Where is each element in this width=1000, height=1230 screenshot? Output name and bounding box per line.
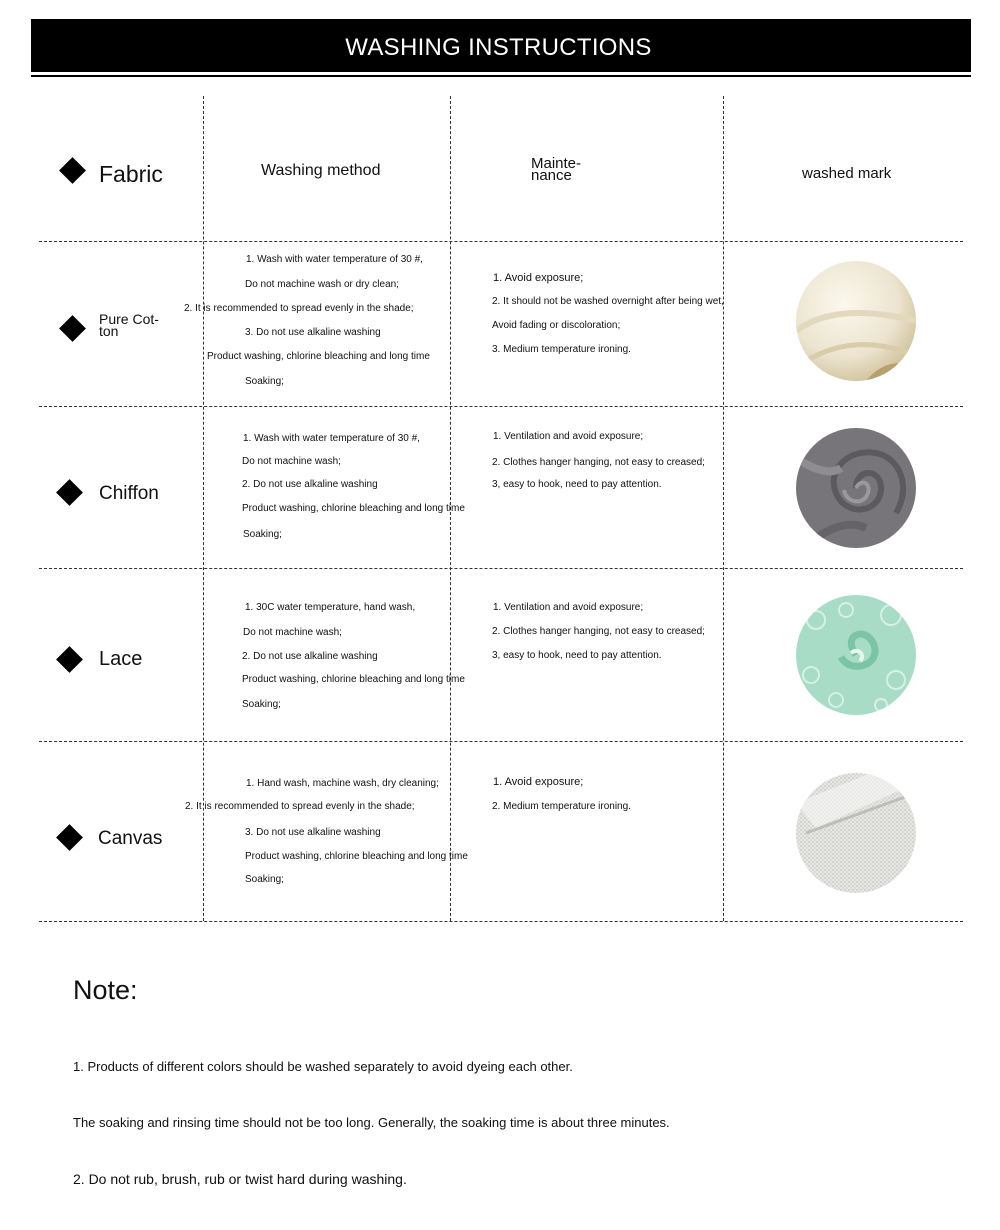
maintenance-line: 2. Clothes hanger hanging, not easy to creased; — [492, 457, 705, 468]
maintenance-line: 1. Avoid exposure; — [493, 776, 584, 788]
washing-line: Product washing, chlorine bleaching and long time — [207, 351, 430, 362]
column-header-fabric: Fabric — [99, 161, 163, 187]
maintenance-line: 1. Ventilation and avoid exposure; — [493, 602, 644, 613]
header-divider — [31, 75, 971, 77]
washing-line: Product washing, chlorine bleaching and long time — [242, 674, 465, 685]
washing-line: 2. Do not use alkaline washing — [242, 479, 378, 490]
maintenance-header-line: nance — [531, 167, 572, 184]
washing-line: Do not machine wash or dry clean; — [245, 279, 399, 290]
washing-line: Soaking; — [245, 874, 284, 885]
washing-line: 2. It is recommended to spread evenly in the shade; — [185, 801, 415, 812]
row-divider — [39, 241, 963, 242]
maintenance-header-line: Mainte- — [531, 155, 582, 172]
washing-line: Product washing, chlorine bleaching and long time — [242, 503, 465, 514]
column-header-washing-method: Washing method — [261, 162, 381, 179]
page-title: WASHING INSTRUCTIONS — [345, 34, 652, 61]
fabric-name-line: Pure Cot- — [99, 311, 159, 327]
fabric-name: Canvas — [98, 828, 163, 849]
column-header-maintenance — [531, 155, 582, 184]
cotton-swatch-image — [796, 261, 916, 381]
diamond-bullet-icon — [59, 315, 86, 342]
row-divider — [39, 568, 963, 569]
washing-line: 2. It is recommended to spread evenly in the shade; — [184, 303, 414, 314]
washing-line: 1. Wash with water temperature of 30 #, — [243, 433, 420, 444]
maintenance-line: 1. Avoid exposure; — [493, 272, 584, 284]
note-line: 1. Products of different colors should be washed separately to avoid dyeing each other. — [73, 1059, 573, 1074]
fabric-name: Chiffon — [99, 483, 159, 504]
washing-line: 2. Do not use alkaline washing — [242, 651, 378, 662]
diamond-bullet-icon — [56, 479, 83, 506]
column-divider — [203, 96, 204, 921]
washing-line: Soaking; — [242, 699, 281, 710]
washing-line: Soaking; — [245, 376, 284, 387]
washing-line: 1. Hand wash, machine wash, dry cleaning; — [246, 778, 439, 789]
row-divider — [39, 406, 963, 407]
column-divider — [723, 96, 724, 921]
column-header-washed-mark: washed mark — [802, 165, 892, 182]
maintenance-line: 2. It should not be washed overnight after being wet, — [492, 296, 724, 307]
canvas-swatch-image — [796, 773, 916, 893]
header-bar — [31, 19, 971, 72]
maintenance-line: 2. Clothes hanger hanging, not easy to creased; — [492, 626, 705, 637]
maintenance-line: 3, easy to hook, need to pay attention. — [492, 650, 662, 661]
maintenance-line: 3, easy to hook, need to pay attention. — [492, 479, 662, 490]
fabric-name: Lace — [99, 648, 143, 670]
row-divider — [39, 921, 963, 922]
maintenance-line: 2. Medium temperature ironing. — [492, 801, 631, 812]
washing-line: 1. Wash with water temperature of 30 #, — [246, 254, 423, 265]
washing-line: Do not machine wash; — [243, 627, 342, 638]
washing-line: 1. 30C water temperature, hand wash, — [245, 602, 416, 613]
washing-line: Soaking; — [243, 529, 282, 540]
diamond-bullet-icon — [56, 824, 83, 851]
maintenance-line: Avoid fading or discoloration; — [492, 320, 621, 331]
diamond-bullet-icon — [56, 646, 83, 673]
washing-line: Product washing, chlorine bleaching and long time — [245, 851, 468, 862]
fabric-name — [99, 313, 159, 337]
lace-swatch-image — [796, 595, 916, 715]
washing-line: 3. Do not use alkaline washing — [245, 827, 381, 838]
note-title: Note: — [73, 975, 138, 1005]
washing-line: Do not machine wash; — [242, 456, 341, 467]
chiffon-swatch-image — [796, 428, 916, 548]
maintenance-line: 1. Ventilation and avoid exposure; — [493, 431, 644, 442]
row-divider — [39, 741, 963, 742]
washing-line: 3. Do not use alkaline washing — [245, 327, 381, 338]
maintenance-line: 3. Medium temperature ironing. — [492, 344, 631, 355]
note-line: 2. Do not rub, brush, rub or twist hard during washing. — [73, 1171, 407, 1187]
fabric-name-line: ton — [99, 323, 119, 339]
note-line: The soaking and rinsing time should not be too long. Generally, the soaking time is about three minutes. — [73, 1115, 670, 1130]
diamond-bullet-icon — [59, 157, 86, 184]
